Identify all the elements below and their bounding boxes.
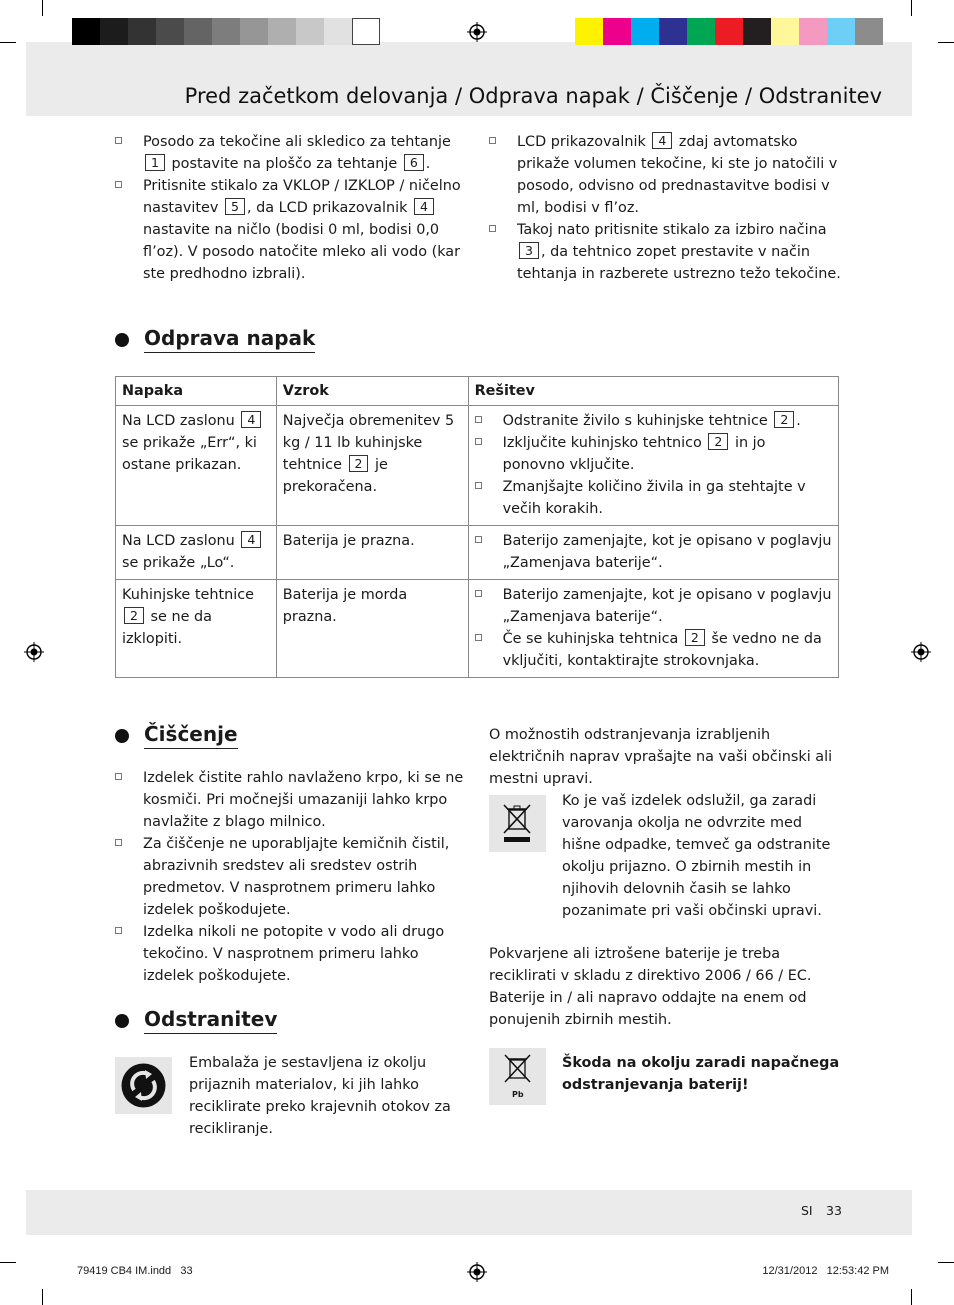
part-ref: 1 xyxy=(145,154,165,171)
color-swatch xyxy=(324,18,352,45)
part-ref: 4 xyxy=(241,531,261,548)
text: LCD prikazovalnik xyxy=(517,134,651,150)
part-ref: 3 xyxy=(519,242,539,259)
list-item: Izdelka nikoli ne potopite v vodo ali drugo tekočino. V nasprotnem primeru lahko izdelek poškodujete. xyxy=(115,921,467,987)
bullet-box-icon xyxy=(115,181,122,188)
footer-lang: SI xyxy=(801,1203,813,1218)
column-header: Napaka xyxy=(116,377,277,406)
column-header: Rešitev xyxy=(468,377,838,406)
part-ref: 2 xyxy=(774,411,794,428)
part-ref: 6 xyxy=(404,154,424,171)
registration-mark-icon xyxy=(467,1262,487,1282)
color-swatch xyxy=(715,18,743,45)
part-ref: 2 xyxy=(124,607,144,624)
print-slug-file: 79419 CB4 IM.indd 33 xyxy=(77,1265,193,1277)
battery-text: Pokvarjene ali iztrošene baterije je treba reciklirati v skladu z direktivo 2006 / 66 / EC. Baterije in / ali napravo oddajte na enem od ponujenih zbirnih mestih. xyxy=(489,946,812,1028)
registration-mark-icon xyxy=(911,642,931,662)
table-row xyxy=(116,406,839,526)
color-swatch xyxy=(631,18,659,45)
crop-mark xyxy=(42,1289,43,1305)
cause-cell: Baterija je prazna. xyxy=(276,526,468,580)
text: Posodo za tekočine ali skledico za tehtanje xyxy=(143,134,451,150)
bullet-box-icon xyxy=(115,773,122,780)
list-item xyxy=(489,131,841,219)
color-swatch xyxy=(72,18,100,45)
list-item: Odstranite živilo s kuhinjske tehtnice 2 . xyxy=(475,410,832,432)
table-row xyxy=(116,526,839,580)
weee-text: Ko je vaš izdelek odslužil, ga zaradi varovanja okolja ne odvrzite med hišne odpadke, temveč ga odstranite okolju prijazno. O zbirnih mestih in njihovih delovnih časih se lahko pozanimate pri vaši občinski upravi. xyxy=(562,793,831,919)
crossed-bin-icon xyxy=(489,795,546,852)
solution-cell xyxy=(468,406,838,526)
color-swatch xyxy=(268,18,296,45)
bullet-box-icon xyxy=(489,225,496,232)
crop-mark xyxy=(911,1289,912,1305)
list-item xyxy=(115,131,467,175)
list-item: Baterijo zamenjajte, kot je opisano v poglavju „Zamenjava baterije“. xyxy=(475,530,832,574)
print-slug-datetime: 12/31/2012 12:53:42 PM xyxy=(762,1265,889,1277)
green-dot-recycling-icon xyxy=(115,1057,172,1114)
part-ref: 4 xyxy=(241,411,261,428)
heading-text: Čiščenje xyxy=(144,722,238,749)
setup-steps-right xyxy=(489,131,841,285)
text: Takoj nato pritisnite stikalo za izbiro načina xyxy=(517,222,827,238)
solution-list xyxy=(475,584,832,672)
bullet-box-icon xyxy=(475,634,482,641)
solution-list xyxy=(475,530,832,574)
text: postavite na ploščo za tehtanje xyxy=(166,156,402,172)
cause-cell: Baterija je morda prazna. xyxy=(276,580,468,678)
part-ref: 2 xyxy=(685,629,705,646)
crop-mark xyxy=(938,42,954,43)
part-ref: 4 xyxy=(414,198,434,215)
solution-cell xyxy=(468,580,838,678)
color-swatch xyxy=(212,18,240,45)
crop-mark xyxy=(911,0,912,16)
cleaning-list xyxy=(115,767,467,987)
list-item: Zmanjšajte količino živila in ga stehtajte v večih korakih. xyxy=(475,476,832,520)
color-swatch xyxy=(128,18,156,45)
text: . xyxy=(425,156,431,172)
pb-label: Pb xyxy=(512,1090,524,1099)
part-ref: 4 xyxy=(652,132,672,149)
packaging-text: Embalaža je sestavljena iz okolju prijaznih materialov, ki jih lahko reciklirate preko krajevnih otokov za recikliranje. xyxy=(189,1055,451,1137)
list-item: Izdelek čistite rahlo navlaženo krpo, ki se ne kosmiči. Pri močnejši umazaniji lahko krpo navlažite z blago milnico. xyxy=(115,767,467,833)
fault-cell: Na LCD zaslonu 4 se prikaže „Err“, ki ostane prikazan. xyxy=(116,406,277,526)
solution-list xyxy=(475,410,832,520)
footer-band xyxy=(26,1190,912,1235)
heading-text: Odstranitev xyxy=(144,1007,277,1034)
solution-cell xyxy=(468,526,838,580)
crop-mark xyxy=(0,1262,16,1263)
color-swatch xyxy=(184,18,212,45)
bullet-box-icon xyxy=(475,416,482,423)
bullet-box-icon xyxy=(475,482,482,489)
text: , da tehtnico zopet prestavite v način tehtanja in razberete ustrezno težo tekočine. xyxy=(517,244,841,282)
color-swatch xyxy=(352,18,380,45)
color-swatch xyxy=(603,18,631,45)
list-item xyxy=(489,219,841,285)
color-swatch xyxy=(771,18,799,45)
battery-warning: Škoda na okolju zaradi napačnega odstranjevanja baterij! xyxy=(562,1055,840,1093)
table-header-row xyxy=(116,377,839,406)
color-swatch xyxy=(156,18,184,45)
table-row xyxy=(116,580,839,678)
cause-cell: Največja obremenitev 5 kg / 11 lb kuhinjske tehtnice 2 je prekoračena. xyxy=(276,406,468,526)
text: zdaj avtomatsko prikaže volumen tekočine, ki ste jo natočili v posodo, odvisno od prednastavitve bodisi v ml, bodisi v fl’oz. xyxy=(517,134,838,216)
registration-mark-icon xyxy=(467,22,487,42)
page-title: Pred začetkom delovanja / Odprava napak / Čiščenje / Odstranitev xyxy=(184,84,882,108)
text: Pritisnite stikalo za VKLOP / IZKLOP / ničelno nastavitev xyxy=(143,178,461,216)
color-swatch xyxy=(799,18,827,45)
list-item: Izključite kuhinjsko tehtnico 2 in jo ponovno vključite. xyxy=(475,432,832,476)
column-header: Vzrok xyxy=(276,377,468,406)
bullet-box-icon xyxy=(475,590,482,597)
page-number: 33 xyxy=(826,1203,842,1218)
bullet-box-icon xyxy=(115,927,122,934)
color-swatch xyxy=(743,18,771,45)
crop-mark xyxy=(0,42,16,43)
heading-text: Odprava napak xyxy=(144,326,315,353)
registration-mark-icon xyxy=(24,642,44,662)
color-swatch xyxy=(240,18,268,45)
battery-disposal-icon xyxy=(489,1048,546,1105)
list-item xyxy=(115,175,467,285)
bullet-box-icon xyxy=(115,839,122,846)
text: nastavite na ničlo (bodisi 0 ml, bodisi 0,0 fl’oz). V posodo natočite mleko ali vodo (kar ste predhodno izbrali). xyxy=(143,222,461,282)
weee-intro-text: O možnostih odstranjevanja izrabljenih električnih naprav vprašajte na vaši občinski ali mestni upravi. xyxy=(489,727,833,787)
crop-mark xyxy=(938,1262,954,1263)
bullet-dot-icon xyxy=(115,729,129,743)
fault-cell: Kuhinjske tehtnice 2 se ne da izklopiti. xyxy=(116,580,277,678)
color-swatch xyxy=(687,18,715,45)
fault-cell: Na LCD zaslonu 4 se prikaže „Lo“. xyxy=(116,526,277,580)
text: , da LCD prikazovalnik xyxy=(246,200,413,216)
setup-steps-left xyxy=(115,131,467,285)
list-item: Baterijo zamenjajte, kot je opisano v poglavju „Zamenjava baterije“. xyxy=(475,584,832,628)
color-swatch xyxy=(100,18,128,45)
bullet-box-icon xyxy=(489,137,496,144)
bullet-box-icon xyxy=(475,536,482,543)
color-swatch xyxy=(575,18,603,45)
troubleshooting-table xyxy=(115,376,839,678)
color-swatch xyxy=(659,18,687,45)
color-swatch xyxy=(827,18,855,45)
part-ref: 2 xyxy=(708,433,728,450)
color-swatch xyxy=(296,18,324,45)
list-item: Za čiščenje ne uporabljajte kemičnih čistil, abrazivnih sredstev ali sredstev ostrih predmetov. V nasprotnem primeru lahko izdelek poškodujete. xyxy=(115,833,467,921)
bullet-box-icon xyxy=(115,137,122,144)
crop-mark xyxy=(42,0,43,16)
bullet-dot-icon xyxy=(115,1014,129,1028)
bullet-dot-icon xyxy=(115,333,129,347)
bullet-box-icon xyxy=(475,438,482,445)
part-ref: 2 xyxy=(349,455,369,472)
list-item: Če se kuhinjska tehtnica 2 še vedno ne da vključiti, kontaktirajte strokovnjaka. xyxy=(475,628,832,672)
part-ref: 5 xyxy=(225,198,245,215)
color-swatch xyxy=(855,18,883,45)
